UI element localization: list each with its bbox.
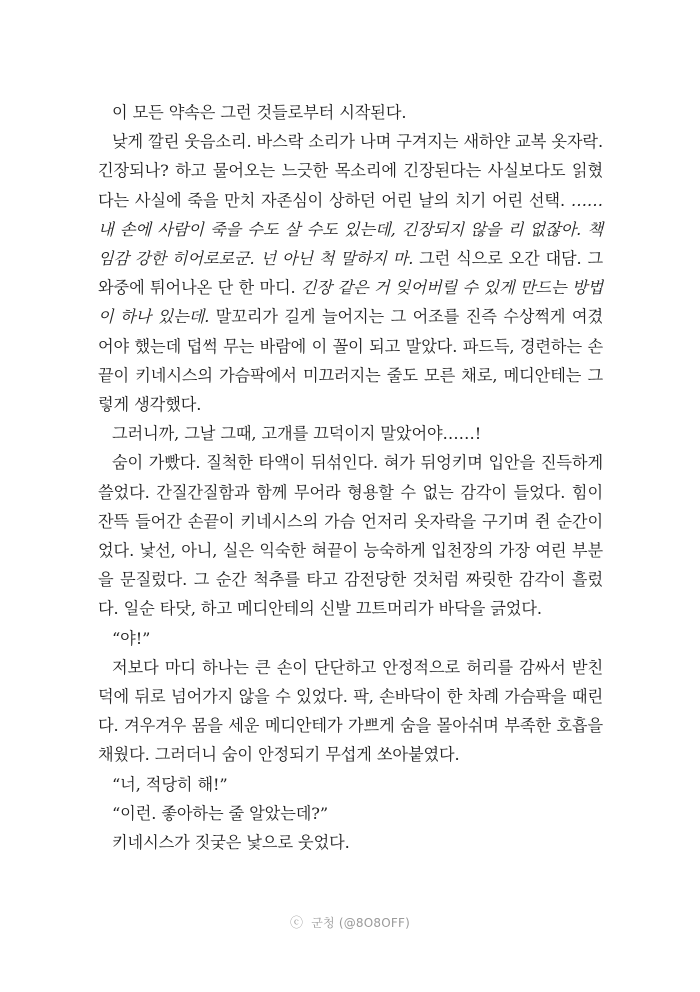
paragraph bbox=[98, 799, 603, 828]
text-segment: 저보다 마디 하나는 큰 손이 단단하고 안정적으로 허리를 감싸서 받친 덕에 뒤로 넘어가지 않을 수 있었다. 팍, 손바닥이 한 차례 가슴팍을 때린다. 겨우겨우 몸을 세운 메디안테가 가쁘게 숨을 몰아쉬며 부족한 호흡을 채웠다. 그러더니 숨이 안정되기 무섭게 쏘아붙였다. bbox=[98, 657, 603, 765]
story-text bbox=[98, 98, 603, 857]
text-segment: 이 모든 약속은 그런 것들로부터 시작된다. bbox=[112, 103, 407, 122]
text-segment: 그런 식으로 오간 대담. 그 와중에 튀어나온 단 한 마디. bbox=[98, 249, 603, 298]
paragraph bbox=[98, 98, 603, 127]
text-segment: 말꼬리가 길게 늘어지는 그 어조를 진즉 수상쩍게 여겼어야 했는데 덥썩 무는 바람에 이 꼴이 되고 말았다. 파드득, 경련하는 손끝이 키네시스의 가슴팍에서 미끄러지는 줄도 모른 채로, 메디안테는 그렇게 생각했다. bbox=[98, 307, 603, 415]
italic-text-segment: 긴장 같은 거 잊어버릴 수 있게 만드는 방법이 하나 있는데. bbox=[98, 278, 603, 327]
paragraph bbox=[98, 419, 603, 448]
italic-text-segment: ……내 손에 사람이 죽을 수도 살 수도 있는데, 긴장되지 않을 리 없잖아. 책임감 강한 히어로로군. 넌 아닌 척 말하지 마. bbox=[98, 190, 603, 269]
paragraph bbox=[98, 828, 603, 857]
text-segment: 그러니까, 그날 그때, 고개를 끄덕이지 말았어야……! bbox=[112, 424, 482, 444]
paragraph bbox=[98, 770, 603, 799]
text-segment: “야!” bbox=[112, 628, 151, 648]
paragraph bbox=[98, 127, 603, 419]
copyright-footer bbox=[0, 912, 700, 931]
text-segment: 숨이 가빴다. 질척한 타액이 뒤섞인다. 혀가 뒤엉키며 입안을 진득하게 쓸었다. 간질간질함과 함께 무어라 형용할 수 없는 감각이 들었다. 힘이 잔뜩 들어간 손끝이 키네시스의 가슴 언저리 옷자락을 구기며 쥔 순간이었다. 낯선, 아니, 실은 익숙한 혀끝이 능숙하게 입천장의 가장 여린 부분을 문질렀다. 그 순간 척추를 타고 감전당한 것처럼 짜릿한 감각이 흘렀다. 일순 타닷, 하고 메디안테의 신발 끄트머리가 바닥을 긁었다. bbox=[98, 453, 603, 619]
text-segment: 낮게 깔린 웃음소리. 바스락 소리가 나며 구겨지는 새하얀 교복 옷자락. 긴장되나? 하고 물어오는 느긋한 목소리에 긴장된다는 사실보다도 읽혔다는 사실에 죽을 만치 자존심이 상하던 어린 날의 치기 어린 선택. bbox=[98, 132, 603, 210]
text-segment: “이런. 좋아하는 줄 알았는데?” bbox=[112, 803, 329, 823]
text-segment: “너, 적당히 해!” bbox=[112, 774, 228, 794]
paragraph bbox=[98, 624, 603, 653]
paragraph bbox=[98, 653, 603, 770]
paragraph bbox=[98, 448, 603, 623]
author-credit: 군청 (@8O8OFF) bbox=[311, 916, 410, 930]
text-segment: 키네시스가 짓궂은 낯으로 웃었다. bbox=[112, 833, 350, 853]
copyright-icon: ⓒ bbox=[290, 916, 304, 931]
